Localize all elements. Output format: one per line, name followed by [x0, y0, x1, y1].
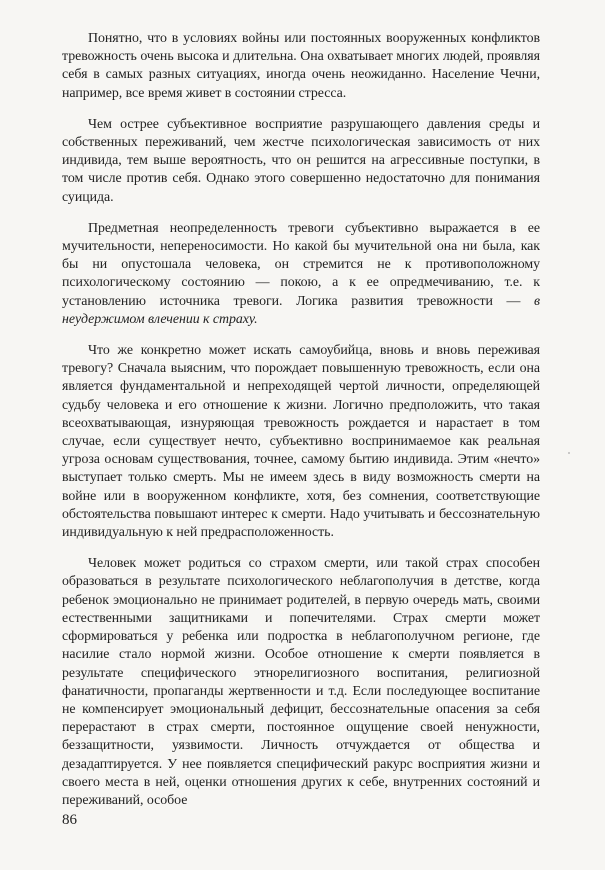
paragraph-3-text: Предметная неопределенность тревоги субъективно выражается в ее мучительности, непереносимости. Но какой бы мучительной она ни была, как бы ни опустошала человека, он стремится не к противоположному психологическому состоянию — покою, а к ее опредмечиванию, т.е. к установлению источника тревоги. Логика развития тревожности —	[62, 220, 540, 309]
paragraph-5: Человек может родиться со страхом смерти, или такой страх способен образоваться в результате психологического неблагополучия в детстве, когда ребенок эмоционально не принимает родителей, в первую очередь мать, своими естественными защитниками и попечителями. Страх смерти может сформироваться у ребенка или подростка в неблагополучном регионе, где насилие стало нормой жизни. Особое отношение к смерти появляется в результате специфического этнорелигиозного воспитания, религиозной фанатичности, пропаганды жертвенности и т.д. Если последующее воспитание не компенсирует эмоциональный дефицит, бессознательные опасения за себя перерастают в страх смерти, постоянное ощущение своей ненужности, беззащитности, уязвимости. Личность отчуждается от общества и дезадаптируется. У нее появляется специфический ракурс восприятия жизни и своего места в ней, оценки отношения других к себе, внутренних состояний и переживаний, особое	[62, 556, 540, 808]
paragraph-3	[62, 220, 540, 329]
paragraph-3-emphasis: в неудержимом влечении к страху.	[62, 293, 540, 327]
body-text	[62, 30, 540, 823]
scan-speck	[568, 452, 570, 454]
paragraph-4: Что же конкретно может искать самоубийца, вновь и вновь переживая тревогу? Сначала выясним, что порождает повышенную тревожность, если она является фундаментальной и непреходящей чертой личности, определяющей судьбу человека и его отношение к жизни. Логично предположить, что такая всеохватывающая, изнуряющая тревожность рождается и нарастает в том случае, если существует нечто, субъективно воспринимаемое как реальная угроза основам существования, точнее, самому бытию индивида. Этим «нечто» выступает только смерть. Мы не имеем здесь в виду возможность смерти на войне или в вооруженном конфликте, хотя, без сомнения, соответствующие обстоятельства повышают интерес к смерти. Надо учитывать и бессознательную индивидуальную к ней предрасположенность.	[62, 343, 540, 541]
paragraph-1: Понятно, что в условиях войны или постоянных вооруженных конфликтов тревожность очень высока и длительна. Она охватывает многих людей, проявляя себя в самых разных ситуациях, иногда очень неожиданно. Население Чечни, например, все время живет в состоянии стресса.	[62, 31, 540, 101]
page-number: 86	[62, 812, 77, 828]
paragraph-2: Чем острее субъективное восприятие разрушающего давления среды и собственных переживаний, чем жестче психологическая зависимость от них индивида, тем выше вероятность, что он решится на агрессивные поступки, в том числе против себя. Однако этого совершенно недостаточно для понимания суицида.	[62, 116, 540, 205]
